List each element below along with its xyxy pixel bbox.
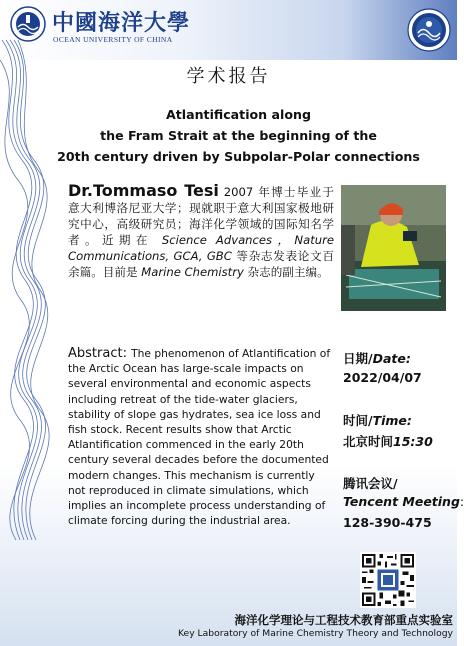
date-label-cn: 日期/ [343, 351, 373, 366]
bio-editor-journal: Marine Chemistry [141, 265, 244, 279]
meeting-id: 128-390-475 [343, 515, 432, 530]
time-label [343, 411, 412, 429]
meeting-label-en: Tencent Meeting [343, 494, 460, 509]
speaker-bio [68, 183, 334, 280]
bio-journals: Science Advances，Nature Communications, GCA, GBC [68, 233, 334, 263]
footer-lab-name-cn: 海洋化学理论与工程技术教育部重点实验室 [234, 613, 453, 627]
time-value-cn: 北京时间 [343, 434, 394, 449]
time-label-en: Time: [372, 413, 412, 428]
time-value [343, 432, 433, 450]
date-label [343, 349, 411, 367]
abstract [68, 346, 333, 528]
time-label-cn: 时间/ [343, 413, 373, 428]
date-label-en: Date: [372, 351, 411, 366]
talk-title-line-1: Atlantification along [166, 107, 311, 122]
talk-title-line-3: 20th century driven by Subpolar-Polar connections [57, 149, 420, 164]
time-value-en: 15:30 [393, 434, 433, 449]
talk-title-line-2: the Fram Strait at the beginning of the [100, 128, 377, 143]
abstract-label: Abstract: [68, 346, 132, 361]
university-name-en: OCEAN UNIVERSITY OF CHINA [53, 35, 173, 44]
bio-text-3: 杂志的副主编。 [243, 265, 329, 279]
meeting-label-cn: 腾讯会议/ [343, 476, 398, 491]
speaker-photo [341, 185, 446, 311]
university-seal-icon [10, 6, 46, 42]
bio-text-2: 等杂志发表论文百余篇。目前是 [68, 249, 335, 279]
meeting-colon: : [459, 494, 464, 509]
page-title: 学术报告 [186, 66, 271, 87]
speaker-name: Dr.Tommaso Tesi [68, 181, 219, 200]
meeting-label [343, 494, 464, 509]
abstract-text: The phenomenon of Atlantification of the Arctic Ocean has large-scale impacts on several environmental and economic aspects including retreat of the tide-water glaciers, stability of slope gas hydrates, sea ice loss and fish stock. Recent results show that Arctic Atlantification commenced in the early 20th century several decades before the documented modern changes. This mechanism is currently not reproduced in climate simulations, which implies an incomplete process understanding of climate forcing during the industrial area. [68, 347, 331, 528]
university-name-cn: 中國海洋大學 [52, 10, 191, 36]
qr-code-icon[interactable] [360, 552, 416, 608]
bio-text-1: 2007 年博士毕业于意大利博洛尼亚大学；现就职于意大利国家极地研究中心，高级研究员；海洋化学领域的国际知名学者。近期在 [68, 185, 334, 247]
date-value: 2022/04/07 [343, 370, 422, 385]
talk-title [20, 104, 457, 167]
lab-seal-icon [407, 8, 451, 52]
footer-lab-name-en: Key Laboratory of Marine Chemistry Theory and Technology [177, 628, 453, 639]
